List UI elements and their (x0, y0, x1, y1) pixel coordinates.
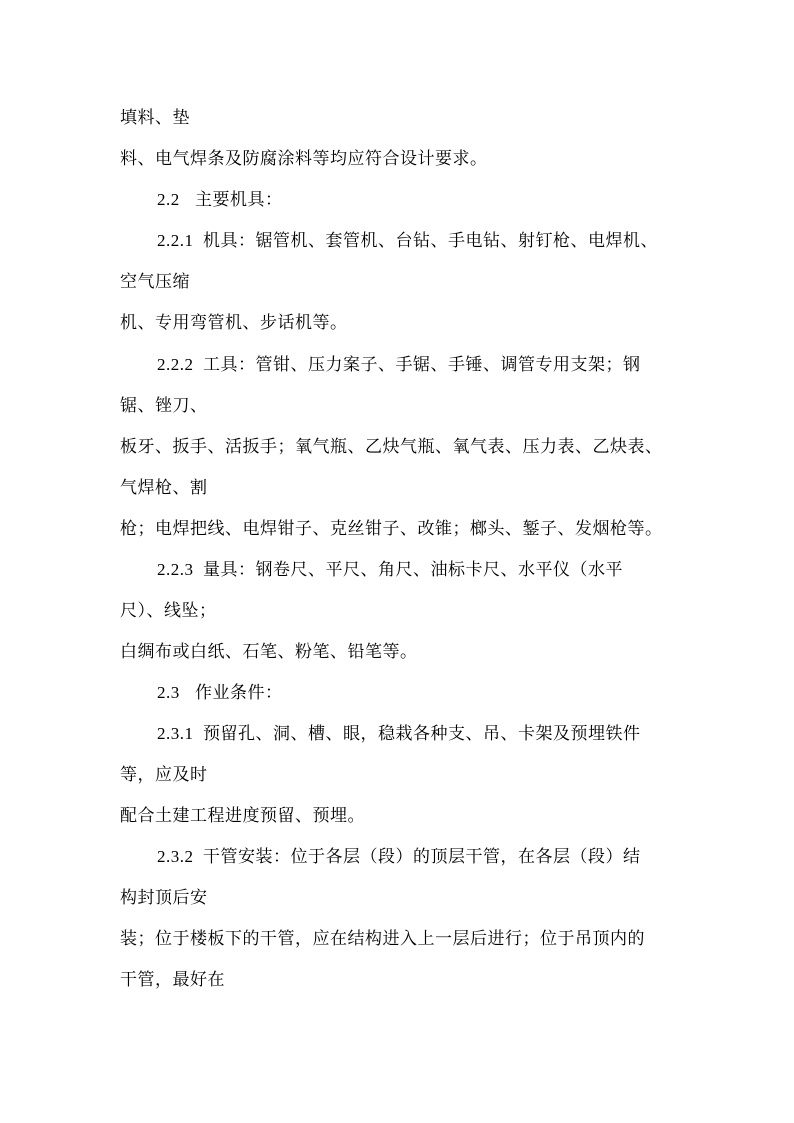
line-text: 装；位于楼板下的干管，应在结构进入上一层后进行；位于吊顶内的 (120, 929, 645, 949)
section-paragraph (157, 724, 641, 744)
text-line (120, 601, 217, 621)
line-text: 填料、垫 (120, 108, 190, 128)
text-line (120, 313, 348, 333)
line-text: 白绸布或白纸、石笔、粉笔、铅笔等。 (120, 642, 418, 662)
line-text: 锯、锉刀、 (120, 396, 208, 416)
text-line (120, 888, 208, 908)
section-paragraph (157, 355, 641, 375)
line-text: 配合土建工程进度预留、预埋。 (120, 806, 365, 826)
line-text: 空气压缩 (120, 272, 190, 292)
section-number: 2.2 (157, 190, 180, 209)
line-text: 板牙、扳手、活扳手；氧气瓶、乙炔气瓶、氧气表、压力表、乙炔表、 (120, 437, 663, 457)
text-line (120, 478, 208, 498)
line-text: 气焊枪、割 (120, 478, 208, 498)
section-number: 2.3.2 (157, 847, 194, 866)
line-text: 枪；电焊把线、电焊钳子、克丝钳子、改锥；榔头、錾子、发烟枪等。 (120, 519, 663, 539)
line-text: 预留孔、洞、槽、眼，稳栽各种支、吊、卡架及预埋铁件 (203, 724, 641, 744)
line-text: 等，应及时 (120, 765, 208, 785)
text-line (120, 108, 190, 128)
line-text: 尺）、线坠； (120, 601, 217, 621)
line-text: 料、电气焊条及防腐涂料等均应符合设计要求。 (120, 149, 488, 169)
text-line (120, 970, 225, 990)
text-line (120, 149, 488, 169)
section-title: 主要机具： (195, 190, 283, 210)
line-text: 机、专用弯管机、步话机等。 (120, 313, 348, 333)
section-title: 作业条件： (195, 683, 283, 703)
line-text: 构封顶后安 (120, 888, 208, 908)
line-text: 干管安装：位于各层（段）的顶层干管，在各层（段）结 (203, 847, 641, 867)
section-paragraph (157, 847, 641, 867)
section-number: 2.3.1 (157, 724, 194, 743)
line-text: 量具：钢卷尺、平尺、角尺、油标卡尺、水平仪（水平 (203, 560, 623, 580)
section-paragraph (157, 231, 658, 251)
text-line (120, 396, 208, 416)
section-number: 2.3 (157, 683, 180, 702)
section-paragraph (157, 560, 623, 580)
text-line (120, 519, 663, 539)
section-number: 2.2.2 (157, 355, 194, 374)
section-heading (157, 683, 283, 703)
line-text: 干管，最好在 (120, 970, 225, 990)
line-text: 工具：管钳、压力案子、手锯、手锤、调管专用支架；钢 (203, 355, 641, 375)
section-number: 2.2.3 (157, 560, 194, 579)
text-line (120, 806, 365, 826)
text-line (120, 642, 418, 662)
text-line (120, 437, 663, 457)
section-number: 2.2.1 (157, 231, 194, 250)
section-heading (157, 190, 283, 210)
text-line (120, 765, 208, 785)
text-line (120, 272, 190, 292)
text-line (120, 929, 645, 949)
line-text: 机具：锯管机、套管机、台钻、手电钻、射钉枪、电焊机、 (203, 231, 658, 251)
